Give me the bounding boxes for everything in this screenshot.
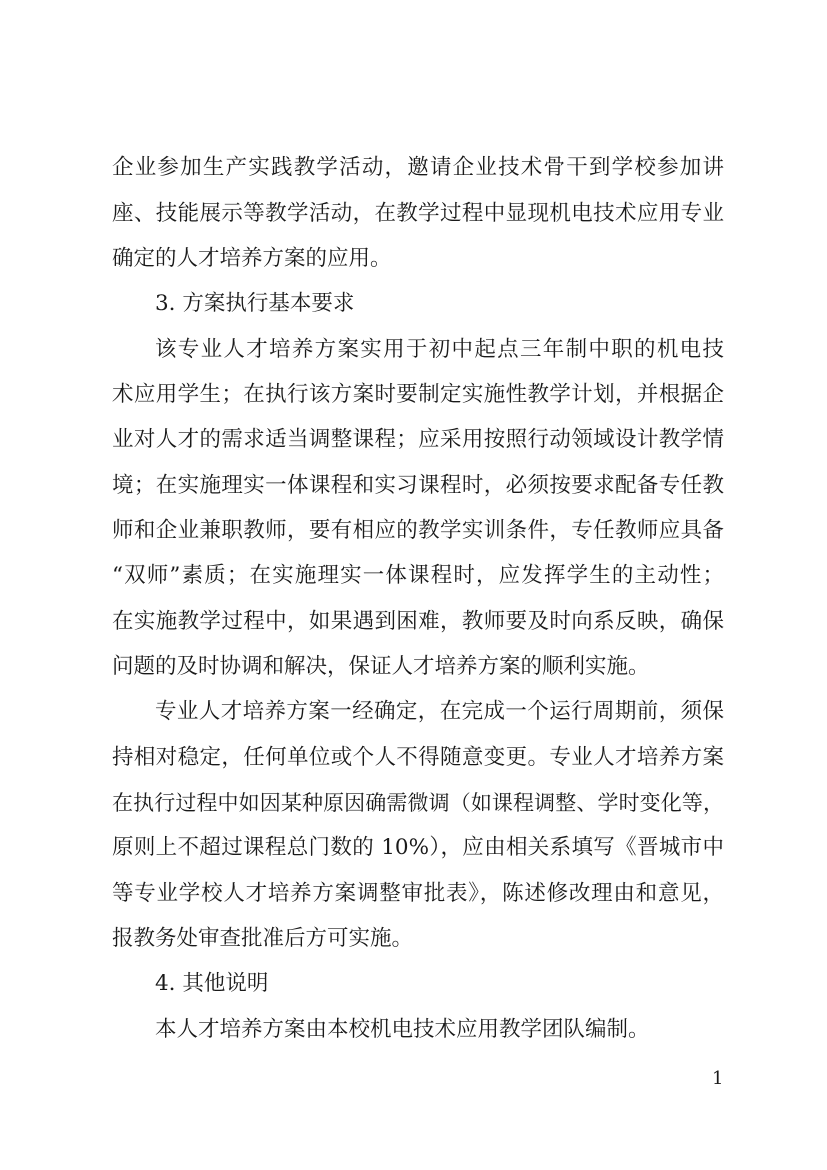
body-text-line: 等专业学校人才培养方案调整审批表》，陈述修改理由和意见，: [112, 881, 724, 906]
body-text-line: 专业人才培养方案一经确定，在完成一个运行周期前，须保: [155, 699, 724, 724]
body-text-line: 原则上不超过课程总门数的 10%），应由相关系填写《晋城市中: [112, 835, 724, 860]
body-text-line: 在执行过程中如因某种原因确需微调（如课程调整、学时变化等，: [112, 791, 724, 815]
body-text-line: 师和企业兼职教师，要有相应的教学实训条件，专任教师应具备: [112, 518, 724, 543]
body-text-line: 境；在实施理实一体课程和实习课程时，必须按要求配备专任教: [112, 473, 724, 498]
body-text-line: “双师”素质；在实施理实一体课程时，应发挥学生的主动性；: [112, 563, 724, 588]
body-text-line: 企业参加生产实践教学活动，邀请企业技术骨干到学校参加讲: [112, 155, 724, 180]
body-text-line: 术应用学生；在执行该方案时要制定实施性教学计划，并根据企: [112, 382, 724, 407]
section-heading-3: 3. 方案执行基本要求: [155, 291, 355, 316]
body-text-line: 问题的及时协调和解决，保证人才培养方案的顺利实施。: [112, 654, 650, 679]
body-text-line: 本人才培养方案由本校机电技术应用教学团队编制。: [155, 1017, 650, 1042]
body-text-line: 确定的人才培养方案的应用。: [112, 246, 392, 271]
body-text-line: 座、技能展示等教学活动，在教学过程中显现机电技术应用专业: [112, 201, 724, 226]
body-text-line: 业对人才的需求适当调整课程；应采用按照行动领域设计教学情: [112, 427, 724, 452]
body-text-line: 报教务处审查批准后方可实施。: [112, 926, 414, 951]
body-text-line: 在实施教学过程中，如果遇到困难，教师要及时向系反映，确保: [112, 609, 724, 634]
page-number: 1: [712, 1068, 724, 1089]
body-text-line: 该专业人才培养方案实用于初中起点三年制中职的机电技: [155, 337, 724, 362]
body-text-line: 持相对稳定，任何单位或个人不得随意变更。专业人才培养方案: [112, 745, 724, 770]
section-heading-4: 4. 其他说明: [155, 971, 269, 996]
